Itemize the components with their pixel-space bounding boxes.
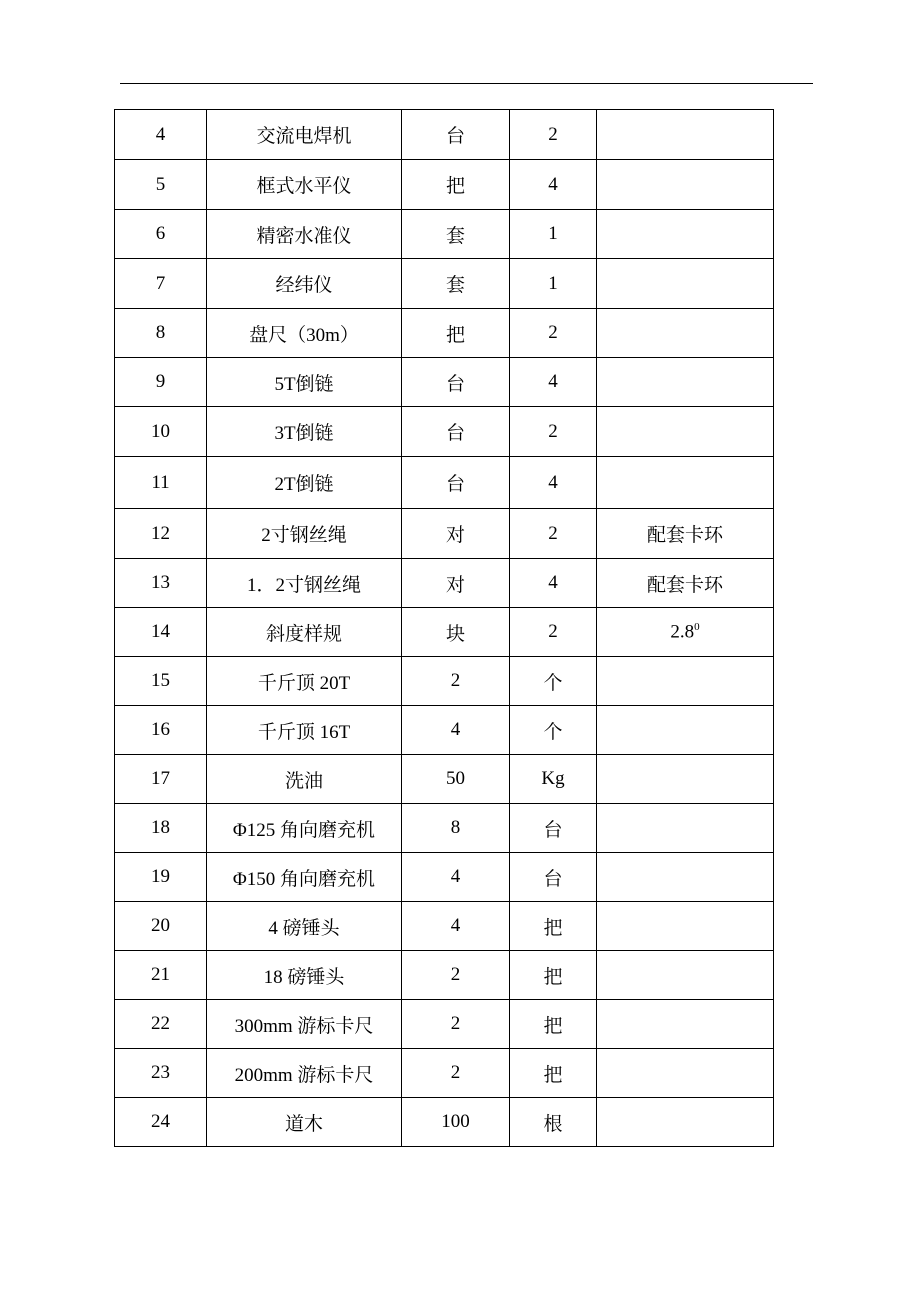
remark-cell — [597, 509, 774, 559]
unit-or-quantity-cell-text: 100 — [441, 1111, 470, 1132]
quantity-or-unit-cell — [510, 804, 597, 853]
table-row — [115, 509, 774, 559]
row-number-cell — [115, 657, 207, 706]
unit-or-quantity-cell-text: 对 — [445, 574, 465, 596]
unit-or-quantity-cell — [402, 407, 510, 457]
row-number-cell — [115, 902, 207, 951]
remark-cell — [597, 457, 774, 509]
remark-cell-text: 配套卡环 — [646, 574, 723, 596]
table-row — [115, 1098, 774, 1147]
unit-or-quantity-cell-text: 台 — [445, 126, 465, 147]
table-row — [115, 358, 774, 407]
item-name-cell — [207, 559, 402, 608]
table-row — [115, 853, 774, 902]
table-row — [115, 309, 774, 358]
remark-cell — [597, 309, 774, 358]
row-number-cell-text: 17 — [151, 768, 170, 789]
row-number-cell-text: 7 — [155, 272, 166, 294]
quantity-or-unit-cell — [510, 210, 597, 259]
unit-or-quantity-cell — [402, 755, 510, 804]
row-number-cell-text: 5 — [155, 173, 166, 195]
unit-or-quantity-cell-text: 2 — [450, 670, 461, 691]
quantity-or-unit-cell — [510, 110, 597, 160]
quantity-or-unit-cell-text: 2 — [548, 420, 558, 442]
remark-cell — [597, 608, 774, 657]
row-number-cell-text: 10 — [151, 420, 170, 442]
row-number-cell — [115, 358, 207, 407]
quantity-or-unit-cell — [510, 1098, 597, 1147]
unit-or-quantity-cell — [402, 309, 510, 358]
item-name-cell-text: 5T倒链 — [274, 373, 334, 395]
item-name-cell — [207, 358, 402, 407]
item-name-cell-text: 2T倒链 — [274, 474, 334, 495]
table-row — [115, 1049, 774, 1098]
row-number-cell — [115, 706, 207, 755]
row-number-cell — [115, 160, 207, 210]
row-number-cell-text: 16 — [151, 719, 170, 740]
row-number-cell — [115, 1098, 207, 1147]
table-row — [115, 951, 774, 1000]
quantity-or-unit-cell — [510, 509, 597, 559]
unit-or-quantity-cell — [402, 608, 510, 657]
item-name-cell — [207, 1000, 402, 1049]
header-rule — [120, 83, 813, 84]
row-number-cell-text: 4 — [155, 123, 166, 145]
row-number-cell-text: 6 — [155, 223, 166, 244]
unit-or-quantity-cell-text: 台 — [445, 423, 465, 444]
unit-or-quantity-cell-text: 对 — [445, 525, 465, 546]
quantity-or-unit-cell — [510, 309, 597, 358]
table-row — [115, 407, 774, 457]
unit-or-quantity-cell — [402, 110, 510, 160]
remark-cell — [597, 1049, 774, 1098]
equipment-table — [114, 109, 774, 1147]
table-row — [115, 706, 774, 755]
unit-or-quantity-cell-text: 台 — [445, 474, 465, 495]
unit-or-quantity-cell — [402, 657, 510, 706]
unit-or-quantity-cell — [402, 559, 510, 608]
item-name-cell-text: 18 磅锤头 — [263, 966, 345, 988]
row-number-cell-text: 19 — [151, 866, 170, 887]
row-number-cell — [115, 259, 207, 309]
item-name-cell-text: 千斤顶 16T — [257, 721, 351, 743]
quantity-or-unit-cell — [510, 706, 597, 755]
row-number-cell-text: 12 — [151, 522, 170, 544]
quantity-or-unit-cell-text: 4 — [548, 572, 558, 593]
row-number-cell-text: 8 — [155, 322, 166, 343]
table-row — [115, 210, 774, 259]
unit-or-quantity-cell — [402, 210, 510, 259]
quantity-or-unit-cell-text: 把 — [543, 1015, 563, 1037]
item-name-cell — [207, 509, 402, 559]
unit-or-quantity-cell-text: 2 — [450, 1062, 461, 1083]
item-name-cell — [207, 657, 402, 706]
quantity-or-unit-cell — [510, 358, 597, 407]
item-name-cell — [207, 160, 402, 210]
item-name-cell-text: 300mm 游标卡尺 — [234, 1015, 374, 1037]
remark-cell-text: 配套卡环 — [646, 525, 723, 546]
item-name-cell — [207, 259, 402, 309]
row-number-cell — [115, 755, 207, 804]
table-row — [115, 457, 774, 509]
row-number-cell-text: 14 — [151, 621, 170, 642]
unit-or-quantity-cell-text: 4 — [450, 866, 461, 887]
remark-cell — [597, 210, 774, 259]
remark-cell — [597, 853, 774, 902]
item-name-cell-text: 1．2寸钢丝绳 — [246, 574, 361, 596]
item-name-cell — [207, 853, 402, 902]
quantity-or-unit-cell — [510, 160, 597, 210]
unit-or-quantity-cell — [402, 509, 510, 559]
row-number-cell-text: 11 — [151, 471, 170, 493]
table-row — [115, 1000, 774, 1049]
unit-or-quantity-cell-text: 块 — [445, 623, 465, 645]
unit-or-quantity-cell — [402, 706, 510, 755]
row-number-cell — [115, 951, 207, 1000]
item-name-cell — [207, 1049, 402, 1098]
remark-cell — [597, 951, 774, 1000]
remark-cell — [597, 160, 774, 210]
item-name-cell-text: 道木 — [284, 1113, 323, 1135]
unit-or-quantity-cell-text: 8 — [450, 817, 461, 838]
unit-or-quantity-cell — [402, 902, 510, 951]
unit-or-quantity-cell-text: 套 — [445, 275, 465, 296]
row-number-cell — [115, 559, 207, 608]
item-name-cell-text: 精密水准仪 — [256, 225, 352, 247]
unit-or-quantity-cell — [402, 358, 510, 407]
unit-or-quantity-cell — [402, 853, 510, 902]
unit-or-quantity-cell-text: 4 — [450, 915, 461, 936]
row-number-cell — [115, 853, 207, 902]
item-name-cell-text: Φ125 角向磨充机 — [232, 819, 376, 841]
row-number-cell — [115, 804, 207, 853]
quantity-or-unit-cell-text: 把 — [543, 917, 563, 939]
row-number-cell-text: 21 — [151, 964, 170, 985]
quantity-or-unit-cell-text: 把 — [543, 1064, 563, 1086]
item-name-cell — [207, 951, 402, 1000]
remark-cell — [597, 110, 774, 160]
table-row — [115, 902, 774, 951]
unit-or-quantity-cell — [402, 804, 510, 853]
quantity-or-unit-cell-text: Kg — [541, 768, 565, 789]
row-number-cell — [115, 407, 207, 457]
item-name-cell — [207, 608, 402, 657]
remark-cell — [597, 358, 774, 407]
unit-or-quantity-cell — [402, 1098, 510, 1147]
unit-or-quantity-cell — [402, 259, 510, 309]
remark-cell — [597, 1000, 774, 1049]
row-number-cell — [115, 608, 207, 657]
item-name-cell-text: 经纬仪 — [275, 275, 333, 296]
quantity-or-unit-cell — [510, 259, 597, 309]
item-name-cell — [207, 309, 402, 358]
row-number-cell — [115, 210, 207, 259]
remark-cell — [597, 407, 774, 457]
item-name-cell — [207, 804, 402, 853]
row-number-cell-text: 13 — [151, 572, 170, 593]
quantity-or-unit-cell-text: 2 — [548, 522, 558, 544]
quantity-or-unit-cell-text: 1 — [548, 272, 558, 294]
quantity-or-unit-cell — [510, 1000, 597, 1049]
row-number-cell — [115, 509, 207, 559]
remark-cell — [597, 657, 774, 706]
quantity-or-unit-cell-text: 台 — [543, 819, 563, 841]
remark-cell — [597, 259, 774, 309]
quantity-or-unit-cell — [510, 755, 597, 804]
unit-or-quantity-cell-text: 2 — [450, 964, 461, 985]
unit-or-quantity-cell-text: 2 — [450, 1013, 461, 1034]
unit-or-quantity-cell-text: 把 — [445, 324, 465, 346]
unit-or-quantity-cell — [402, 1000, 510, 1049]
unit-or-quantity-cell-text: 50 — [446, 768, 465, 789]
unit-or-quantity-cell — [402, 951, 510, 1000]
row-number-cell — [115, 457, 207, 509]
quantity-or-unit-cell-text: 4 — [548, 371, 558, 392]
remark-superscript: 0 — [694, 620, 700, 633]
item-name-cell-text: 3T倒链 — [274, 423, 334, 444]
quantity-or-unit-cell — [510, 951, 597, 1000]
row-number-cell-text: 24 — [151, 1111, 170, 1132]
quantity-or-unit-cell — [510, 1049, 597, 1098]
item-name-cell-text: 200mm 游标卡尺 — [234, 1064, 374, 1086]
item-name-cell — [207, 706, 402, 755]
item-name-cell-text: 4 磅锤头 — [268, 917, 340, 939]
row-number-cell-text: 9 — [155, 371, 166, 392]
table-row — [115, 259, 774, 309]
remark-cell — [597, 1098, 774, 1147]
row-number-cell-text: 22 — [151, 1013, 170, 1034]
item-name-cell-text: 洗油 — [284, 770, 323, 792]
equipment-table-body — [115, 110, 774, 1147]
item-name-cell — [207, 407, 402, 457]
table-row — [115, 559, 774, 608]
quantity-or-unit-cell — [510, 608, 597, 657]
row-number-cell-text: 18 — [151, 817, 170, 838]
quantity-or-unit-cell-text: 2 — [548, 322, 558, 343]
item-name-cell-text: Φ150 角向磨充机 — [232, 868, 376, 890]
row-number-cell-text: 15 — [151, 670, 170, 691]
item-name-cell-text: 盘尺（30m） — [249, 324, 359, 346]
item-name-cell-text: 千斤顶 20T — [257, 672, 351, 694]
quantity-or-unit-cell — [510, 657, 597, 706]
quantity-or-unit-cell-text: 4 — [548, 173, 558, 195]
item-name-cell-text: 交流电焊机 — [256, 126, 352, 147]
quantity-or-unit-cell-text: 4 — [548, 471, 558, 493]
quantity-or-unit-cell — [510, 853, 597, 902]
unit-or-quantity-cell-text: 4 — [450, 719, 461, 740]
unit-or-quantity-cell — [402, 1049, 510, 1098]
quantity-or-unit-cell-text: 1 — [548, 223, 558, 244]
row-number-cell — [115, 1000, 207, 1049]
item-name-cell — [207, 755, 402, 804]
unit-or-quantity-cell — [402, 457, 510, 509]
table-row — [115, 160, 774, 210]
remark-cell — [597, 804, 774, 853]
unit-or-quantity-cell-text: 套 — [445, 225, 465, 247]
remark-cell-text: 2.8 — [670, 621, 695, 643]
item-name-cell-text: 2寸钢丝绳 — [261, 525, 347, 546]
quantity-or-unit-cell-text: 把 — [543, 966, 563, 988]
table-row — [115, 804, 774, 853]
row-number-cell-text: 20 — [151, 915, 170, 936]
quantity-or-unit-cell — [510, 902, 597, 951]
item-name-cell — [207, 210, 402, 259]
item-name-cell — [207, 110, 402, 160]
remark-cell — [597, 755, 774, 804]
remark-cell — [597, 706, 774, 755]
table-row — [115, 110, 774, 160]
item-name-cell — [207, 457, 402, 509]
row-number-cell-text: 23 — [151, 1062, 170, 1083]
item-name-cell — [207, 1098, 402, 1147]
quantity-or-unit-cell-text: 个 — [543, 721, 563, 743]
quantity-or-unit-cell — [510, 457, 597, 509]
item-name-cell-text: 斜度样规 — [265, 623, 342, 645]
unit-or-quantity-cell-text: 台 — [445, 373, 465, 395]
quantity-or-unit-cell-text: 个 — [543, 672, 563, 694]
quantity-or-unit-cell-text: 台 — [543, 868, 563, 890]
quantity-or-unit-cell-text: 根 — [543, 1113, 563, 1135]
table-row — [115, 608, 774, 657]
quantity-or-unit-cell-text: 2 — [548, 621, 558, 642]
unit-or-quantity-cell-text: 把 — [445, 176, 465, 197]
table-row — [115, 657, 774, 706]
row-number-cell — [115, 309, 207, 358]
quantity-or-unit-cell — [510, 559, 597, 608]
quantity-or-unit-cell-text: 2 — [548, 123, 558, 145]
item-name-cell — [207, 902, 402, 951]
remark-cell — [597, 902, 774, 951]
item-name-cell-text: 框式水平仪 — [256, 176, 352, 197]
remark-cell — [597, 559, 774, 608]
quantity-or-unit-cell — [510, 407, 597, 457]
unit-or-quantity-cell — [402, 160, 510, 210]
row-number-cell — [115, 1049, 207, 1098]
table-row — [115, 755, 774, 804]
row-number-cell — [115, 110, 207, 160]
